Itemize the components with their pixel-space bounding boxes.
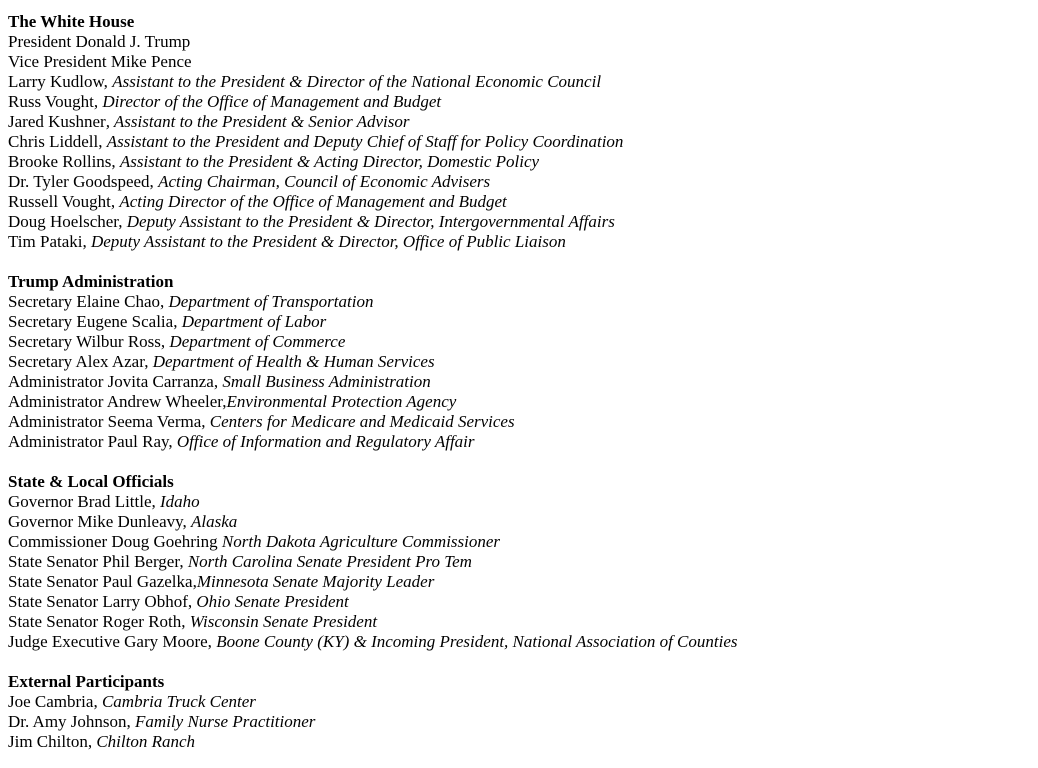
participant-role: Department of Health & Human Services <box>152 352 435 371</box>
participant-name: State Senator Phil Berger, <box>8 552 188 571</box>
participant-role: Acting Chairman, Council of Economic Advisers <box>158 172 491 191</box>
participant-role: Chilton Ranch <box>96 732 196 751</box>
participant-role: Assistant to the President and Deputy Chief of Staff for Policy Coordination <box>106 132 624 151</box>
participant-role: Deputy Assistant to the President & Director, Office of Public Liaison <box>90 232 566 251</box>
participant-line <box>8 732 1038 752</box>
participant-name: Chris Liddell, <box>8 132 107 151</box>
participant-name: Secretary Elaine Chao, <box>8 292 169 311</box>
participant-line <box>8 552 1038 572</box>
participant-role: Acting Director of the Office of Management and Budget <box>119 192 507 211</box>
participant-line <box>8 232 1038 252</box>
participant-role: Family Nurse Practitioner <box>135 712 316 731</box>
participant-name: President Donald J. Trump <box>8 32 191 51</box>
participant-line <box>8 692 1038 712</box>
participant-name: State Senator Roger Roth, <box>8 612 190 631</box>
participant-name: Jim Chilton, <box>8 732 97 751</box>
participant-line <box>8 412 1038 432</box>
participant-role: Environmental Protection Agency <box>226 392 457 411</box>
participant-role: Cambria Truck Center <box>101 692 256 711</box>
section-heading: External Participants <box>8 672 165 691</box>
participant-line <box>8 432 1038 452</box>
participant-name: Russell Vought, <box>8 192 120 211</box>
participant-role: Department of Transportation <box>168 292 374 311</box>
participant-role: Centers for Medicare and Medicaid Services <box>209 412 515 431</box>
participant-line <box>8 52 1038 72</box>
participant-name: State Senator Larry Obhof, <box>8 592 197 611</box>
participant-line <box>8 92 1038 112</box>
participant-name: Doug Hoelscher, <box>8 212 127 231</box>
participant-role: Deputy Assistant to the President & Director, Intergovernmental Affairs <box>126 212 615 231</box>
participant-line <box>8 572 1038 592</box>
participant-role: Director of the Office of Management and Budget <box>102 92 442 111</box>
participant-role: North Dakota Agriculture Commissioner <box>221 532 501 551</box>
participant-role: Alaska <box>191 512 238 531</box>
section-external-participants <box>8 672 1038 752</box>
participant-name: Jared Kushner <box>8 112 106 131</box>
participant-line <box>8 532 1038 552</box>
section-white-house <box>8 12 1038 252</box>
participant-role: Idaho <box>160 492 200 511</box>
participant-role: Department of Labor <box>181 312 327 331</box>
participant-role: Office of Information and Regulatory Affair <box>176 432 475 451</box>
participant-line <box>8 392 1038 412</box>
participant-name: Joe Cambria, <box>8 692 102 711</box>
participant-line <box>8 372 1038 392</box>
participant-role: Wisconsin Senate President <box>189 612 378 631</box>
participant-line <box>8 192 1038 212</box>
participant-line <box>8 312 1038 332</box>
section-state-local-officials <box>8 472 1038 652</box>
participant-role: Assistant to the President & Acting Director, Domestic Policy <box>119 152 540 171</box>
participant-role: , Assistant to the President & Senior Advisor <box>105 112 410 131</box>
participant-name: State Senator Paul Gazelka, <box>8 572 197 591</box>
participant-line <box>8 72 1038 92</box>
participant-name: Judge Executive Gary Moore, <box>8 632 217 651</box>
participant-line <box>8 112 1038 132</box>
participant-name: Secretary Alex Azar, <box>8 352 153 371</box>
participant-name: Administrator Seema Verma, <box>8 412 210 431</box>
participant-name: Brooke Rollins, <box>8 152 120 171</box>
participant-role: Small Business Administration <box>222 372 431 391</box>
participant-line <box>8 32 1038 52</box>
participant-role: Assistant to the President & Director of the National Economic Council <box>112 72 602 91</box>
participant-role: Minnesota Senate Majority Leader <box>196 572 435 591</box>
participant-line <box>8 332 1038 352</box>
participant-line <box>8 292 1038 312</box>
participant-name: Secretary Eugene Scalia, <box>8 312 182 331</box>
participant-name: Dr. Tyler Goodspeed, <box>8 172 159 191</box>
participant-name: Vice President Mike Pence <box>8 52 192 71</box>
participant-name: Secretary Wilbur Ross, <box>8 332 170 351</box>
participant-name: Administrator Paul Ray, <box>8 432 177 451</box>
participant-line <box>8 632 1038 652</box>
participant-role: Ohio Senate President <box>196 592 349 611</box>
participant-name: Administrator Jovita Carranza, <box>8 372 223 391</box>
participant-line <box>8 352 1038 372</box>
section-heading: The White House <box>8 12 135 31</box>
participant-name: Russ Vought, <box>8 92 103 111</box>
participant-line <box>8 592 1038 612</box>
participant-role: Boone County (KY) & Incoming President, National Association of Counties <box>216 632 738 651</box>
participant-name: Governor Mike Dunleavy, <box>8 512 192 531</box>
participant-line <box>8 152 1038 172</box>
participant-line <box>8 612 1038 632</box>
participant-name: Governor Brad Little, <box>8 492 161 511</box>
participant-name: Tim Pataki, <box>8 232 91 251</box>
section-trump-administration <box>8 272 1038 452</box>
participant-name: Larry Kudlow, <box>8 72 113 91</box>
participant-name: Commissioner Doug Goehring <box>8 532 222 551</box>
participant-line <box>8 512 1038 532</box>
participant-line <box>8 492 1038 512</box>
section-heading: State & Local Officials <box>8 472 174 491</box>
section-heading: Trump Administration <box>8 272 174 291</box>
participant-line <box>8 132 1038 152</box>
participant-line <box>8 172 1038 192</box>
participant-name: Dr. Amy Johnson, <box>8 712 136 731</box>
participant-line <box>8 712 1038 732</box>
participant-role: North Carolina Senate President Pro Tem <box>187 552 472 571</box>
participant-line <box>8 212 1038 232</box>
participant-role: Department of Commerce <box>169 332 346 351</box>
participant-name: Administrator Andrew Wheeler, <box>8 392 227 411</box>
